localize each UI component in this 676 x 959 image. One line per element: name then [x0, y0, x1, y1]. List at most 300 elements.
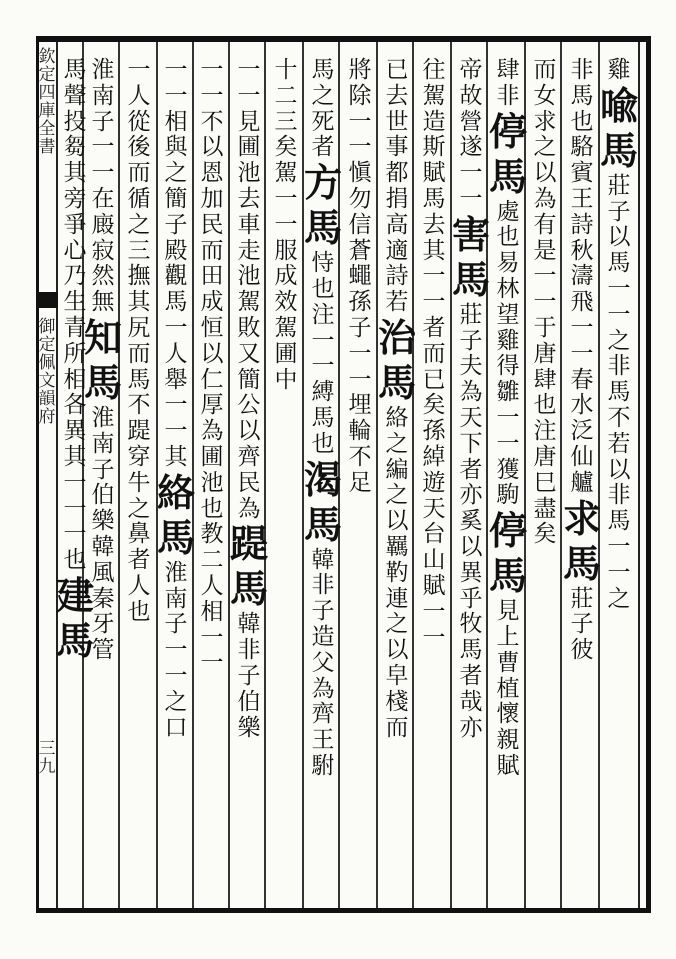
- text-char: 事: [385, 134, 409, 161]
- text-char: 殿: [164, 237, 188, 264]
- page-number: [38, 740, 56, 776]
- text-column: [197, 58, 227, 676]
- text-char: 得: [496, 353, 520, 380]
- text-char: 一: [607, 275, 631, 302]
- text-char: 賦: [496, 752, 520, 779]
- text-char: 以: [533, 160, 557, 187]
- text-char: 一: [533, 289, 557, 316]
- text-char: 植: [496, 675, 520, 702]
- text-char: 人: [200, 572, 224, 599]
- text-char: 者: [422, 314, 446, 341]
- text-char: 簡: [237, 366, 261, 393]
- text-char: 足: [348, 469, 372, 496]
- text-char: 淮: [91, 404, 115, 431]
- text-char: 一: [237, 82, 261, 109]
- text-char: 子: [607, 198, 631, 225]
- text-char: 雞: [607, 57, 631, 83]
- text-char: 一: [164, 82, 188, 109]
- text-char: 尻: [127, 314, 151, 341]
- text-char: 子: [348, 314, 372, 341]
- text-char: 肆: [496, 57, 520, 83]
- text-char: 又: [237, 340, 261, 367]
- text-char: 子: [237, 662, 261, 689]
- text-char: 矣: [533, 521, 557, 548]
- text-char: 非: [570, 57, 594, 83]
- text-char: 二: [200, 547, 224, 574]
- text-char: 樂: [237, 714, 261, 741]
- text-char: 一: [311, 327, 335, 354]
- text-char: 者: [127, 547, 151, 574]
- text-char: 為: [200, 418, 224, 445]
- text-char: 而: [127, 340, 151, 367]
- text-char: 投: [63, 108, 87, 135]
- text-column: [377, 57, 416, 741]
- text-char: 哉: [459, 688, 483, 715]
- text-char: 親: [496, 727, 520, 754]
- text-char: 恩: [200, 160, 224, 187]
- text-char: 馬: [459, 637, 483, 664]
- text-char: 教: [200, 521, 224, 548]
- text-char: 走: [237, 237, 261, 264]
- text-char: 一: [348, 340, 372, 367]
- text-char: 于: [533, 314, 557, 341]
- text-char: 之: [164, 160, 188, 187]
- text-char: 心: [63, 237, 87, 264]
- text-char: 服: [274, 237, 298, 264]
- text-char: 雛: [496, 379, 520, 406]
- text-char: 廄: [91, 211, 115, 238]
- text-char: 泛: [570, 418, 594, 445]
- text-column: [451, 57, 490, 741]
- text-char: 一: [200, 82, 224, 109]
- margin-char: 四: [38, 83, 56, 103]
- margin-char: 庫: [38, 101, 56, 121]
- text-char: 也: [533, 392, 557, 419]
- text-char: 馬: [607, 508, 631, 535]
- text-char: 一: [422, 263, 446, 290]
- text-char: 子: [570, 611, 594, 638]
- text-char: 是: [533, 237, 557, 264]
- text-char: 鼻: [127, 521, 151, 548]
- text-char: 之: [385, 482, 409, 509]
- text-char: 一: [274, 185, 298, 212]
- text-char: 乃: [63, 263, 87, 290]
- text-char: 其: [63, 443, 87, 470]
- text-char: 為: [311, 675, 335, 702]
- margin-char: 書: [38, 137, 56, 157]
- text-char: 帝: [459, 57, 483, 83]
- text-char: 望: [496, 301, 520, 328]
- text-char: 之: [385, 611, 409, 638]
- text-char: 捐: [385, 185, 409, 212]
- text-char: 下: [459, 430, 483, 457]
- text-char: 見: [496, 598, 520, 625]
- text-char: 馬: [311, 57, 335, 83]
- text-char: 輪: [348, 418, 372, 445]
- text-char: 簡: [164, 185, 188, 212]
- text-char: 一: [607, 533, 631, 560]
- text-char: 詩: [570, 211, 594, 238]
- text-column: [530, 58, 560, 547]
- text-char: 綽: [422, 443, 446, 470]
- text-char: 秦: [91, 585, 115, 612]
- headword-char: 馬: [229, 566, 268, 612]
- text-char: 天: [459, 404, 483, 431]
- text-char: 駒: [496, 482, 520, 509]
- text-char: 一: [164, 314, 188, 341]
- text-char: 盡: [533, 495, 557, 522]
- text-char: 也: [311, 275, 335, 302]
- text-char: 馬: [127, 366, 151, 393]
- text-char: 公: [237, 392, 261, 419]
- text-char: 一: [496, 404, 520, 431]
- text-char: 一: [164, 57, 188, 83]
- headword-char: 方: [303, 160, 342, 206]
- text-char: 子: [459, 327, 483, 354]
- text-char: 駕: [274, 160, 298, 187]
- text-char: 羈: [385, 533, 409, 560]
- text-char: 非: [607, 482, 631, 509]
- text-char: 以: [385, 508, 409, 535]
- text-char: 樂: [91, 508, 115, 535]
- headword-char: 渴: [303, 456, 342, 502]
- text-char: 高: [385, 211, 409, 238]
- text-char: 馬: [570, 82, 594, 109]
- margin-char: 定: [38, 65, 56, 85]
- text-char: 上: [496, 623, 520, 650]
- text-char: 民: [237, 469, 261, 496]
- text-char: 一: [422, 624, 446, 651]
- text-char: 若: [607, 430, 631, 457]
- text-char: 孫: [422, 418, 446, 445]
- text-char: 唐: [533, 340, 557, 367]
- text-char: 民: [200, 211, 224, 238]
- text-char: 縛: [311, 379, 335, 406]
- text-char: 齊: [237, 443, 261, 470]
- text-char: 仙: [570, 443, 594, 470]
- text-char: 一: [164, 392, 188, 419]
- text-char: 從: [127, 108, 151, 135]
- text-char: 也: [200, 495, 224, 522]
- text-char: 敗: [237, 314, 261, 341]
- margin-char: 三: [38, 739, 56, 759]
- text-char: 一: [311, 353, 335, 380]
- text-char: 造: [311, 623, 335, 650]
- text-char: 一: [607, 559, 631, 586]
- text-char: 飛: [570, 289, 594, 316]
- text-char: 勿: [348, 185, 372, 212]
- text-char: 異: [459, 559, 483, 586]
- text-char: 踶: [127, 418, 151, 445]
- text-char: 寂: [91, 237, 115, 264]
- text-char: 奚: [459, 508, 483, 535]
- text-char: 池: [237, 263, 261, 290]
- text-char: 艫: [570, 469, 594, 496]
- text-char: 世: [385, 108, 409, 135]
- text-char: 故: [459, 82, 483, 109]
- text-char: 夫: [459, 353, 483, 380]
- text-char: 莊: [607, 172, 631, 199]
- text-char: 韓: [91, 533, 115, 560]
- margin-char: 全: [38, 119, 56, 139]
- text-char: 者: [459, 456, 483, 483]
- text-char: 台: [422, 521, 446, 548]
- text-char: 不: [127, 392, 151, 419]
- text-char: 之: [164, 688, 188, 715]
- text-char: 適: [385, 237, 409, 264]
- margin-subtitle: [38, 318, 56, 426]
- text-char: 一: [422, 598, 446, 625]
- text-char: 厚: [200, 392, 224, 419]
- text-char: 馬: [311, 404, 335, 431]
- text-char: 舉: [164, 366, 188, 393]
- text-char: 編: [385, 456, 409, 483]
- text-char: 一: [63, 521, 87, 548]
- text-column: [271, 58, 301, 392]
- text-char: 去: [422, 211, 446, 238]
- text-char: 不: [607, 404, 631, 431]
- text-char: 循: [127, 185, 151, 212]
- text-char: 也: [127, 598, 151, 625]
- text-char: 管: [91, 637, 115, 664]
- text-char: 圃: [237, 134, 261, 161]
- text-char: 口: [164, 714, 188, 741]
- text-char: 一: [496, 430, 520, 457]
- text-char: 一: [348, 108, 372, 135]
- text-char: 賦: [422, 572, 446, 599]
- text-char: 連: [385, 585, 409, 612]
- text-column: [488, 57, 527, 779]
- text-char: 成: [200, 289, 224, 316]
- text-char: 人: [127, 572, 151, 599]
- text-char: 而: [200, 237, 224, 264]
- text-char: 遂: [459, 134, 483, 161]
- text-char: 子: [91, 108, 115, 135]
- headword-char: 馬: [303, 205, 342, 251]
- text-char: 秋: [570, 237, 594, 264]
- text-column: [124, 58, 154, 625]
- headword-char: 馬: [55, 617, 94, 663]
- text-char: 觀: [164, 263, 188, 290]
- text-char: 之: [127, 211, 151, 238]
- text-char: 詩: [385, 263, 409, 290]
- text-column: [599, 57, 638, 612]
- text-char: 南: [91, 430, 115, 457]
- text-char: 造: [422, 108, 446, 135]
- text-char: 去: [237, 185, 261, 212]
- text-char: 將: [348, 57, 372, 83]
- text-char: 而: [385, 714, 409, 741]
- margin-char: 韻: [38, 389, 56, 409]
- text-char: 駙: [311, 752, 335, 779]
- text-char: 仁: [200, 366, 224, 393]
- text-char: 圃: [274, 340, 298, 367]
- text-char: 相: [200, 598, 224, 625]
- margin-title: [38, 48, 56, 156]
- text-char: 以: [459, 533, 483, 560]
- headword-char: 馬: [83, 359, 122, 405]
- text-char: 齊: [311, 701, 335, 728]
- text-char: 之: [127, 495, 151, 522]
- text-char: 之: [607, 327, 631, 354]
- text-char: 孫: [348, 289, 372, 316]
- text-char: 駕: [422, 82, 446, 109]
- text-char: 圃: [200, 443, 224, 470]
- text-char: 死: [311, 108, 335, 135]
- text-char: 蠅: [348, 263, 372, 290]
- text-char: 芻: [63, 134, 87, 161]
- text-char: 牧: [459, 611, 483, 638]
- text-char: 一: [63, 495, 87, 522]
- text-char: 若: [385, 289, 409, 316]
- text-char: 斯: [422, 134, 446, 161]
- text-char: 以: [237, 418, 261, 445]
- text-char: 淮: [91, 57, 115, 83]
- text-char: 一: [91, 134, 115, 161]
- text-char: 一: [459, 185, 483, 212]
- text-char: 一: [570, 314, 594, 341]
- text-char: 求: [533, 108, 557, 135]
- text-char: 相: [63, 366, 87, 393]
- text-char: 非: [496, 82, 520, 109]
- headword-char: 求: [562, 495, 601, 541]
- text-char: 成: [274, 263, 298, 290]
- text-char: 一: [200, 650, 224, 677]
- column-rule: [560, 42, 562, 908]
- text-char: 也: [63, 547, 87, 574]
- text-char: 駕: [237, 289, 261, 316]
- text-char: 一: [459, 160, 483, 187]
- text-char: 子: [91, 456, 115, 483]
- text-char: 撫: [127, 263, 151, 290]
- text-char: 埋: [348, 392, 372, 419]
- text-char: 以: [607, 224, 631, 251]
- text-char: 以: [200, 134, 224, 161]
- text-char: 一: [533, 263, 557, 290]
- text-char: 在: [91, 185, 115, 212]
- headword-char: 馬: [599, 127, 638, 173]
- text-char: 除: [348, 82, 372, 109]
- text-char: 相: [164, 108, 188, 135]
- text-char: 一: [200, 624, 224, 651]
- text-char: 之: [533, 134, 557, 161]
- text-char: 莊: [459, 301, 483, 328]
- text-char: 也: [311, 430, 335, 457]
- headword-char: 馬: [156, 514, 195, 560]
- headword-char: 馬: [451, 256, 490, 302]
- text-char: 池: [237, 160, 261, 187]
- text-char: 其: [63, 160, 87, 187]
- text-column: [55, 57, 94, 663]
- text-column: [345, 58, 375, 496]
- text-char: 彼: [570, 637, 594, 664]
- text-char: 靮: [385, 559, 409, 586]
- text-char: 旁: [63, 185, 87, 212]
- text-char: 十: [274, 57, 298, 83]
- text-char: 一: [422, 289, 446, 316]
- text-char: 蒼: [348, 237, 372, 264]
- text-char: 春: [570, 366, 594, 393]
- text-char: 巳: [533, 469, 557, 496]
- column-rule: [118, 42, 120, 908]
- text-char: 一: [164, 418, 188, 445]
- text-char: 雞: [496, 327, 520, 354]
- margin-char: 府: [38, 407, 56, 427]
- text-char: 人: [164, 340, 188, 367]
- text-char: 天: [422, 495, 446, 522]
- headword-char: 停: [488, 508, 527, 554]
- text-char: 韓: [311, 546, 335, 573]
- frame-bottom-border: [38, 908, 648, 913]
- text-char: 父: [311, 649, 335, 676]
- text-char: 而: [127, 160, 151, 187]
- frame-left-border: [36, 36, 39, 913]
- text-char: 非: [607, 353, 631, 380]
- text-char: 往: [422, 57, 446, 83]
- text-char: 南: [91, 82, 115, 109]
- column-rule: [228, 42, 230, 908]
- margin-char: 御: [38, 317, 56, 337]
- headword-char: 害: [451, 211, 490, 257]
- margin-char: 佩: [38, 353, 56, 373]
- headword-char: 知: [83, 314, 122, 360]
- text-char: 無: [91, 289, 115, 316]
- text-char: 已: [385, 57, 409, 83]
- text-char: 為: [237, 495, 261, 522]
- headword-char: 絡: [156, 469, 195, 515]
- text-char: 一: [164, 637, 188, 664]
- fishtail-mark: [36, 292, 58, 308]
- text-char: 都: [385, 160, 409, 187]
- text-char: 伯: [237, 688, 261, 715]
- text-char: 而: [422, 340, 446, 367]
- text-char: 馬: [164, 289, 188, 316]
- text-char: 為: [459, 379, 483, 406]
- text-char: 淮: [164, 559, 188, 586]
- text-char: 易: [496, 250, 520, 277]
- text-char: 子: [311, 598, 335, 625]
- text-char: 注: [311, 301, 335, 328]
- text-char: 皁: [385, 662, 409, 689]
- text-char: 信: [348, 211, 372, 238]
- margin-char: 定: [38, 335, 56, 355]
- text-char: 水: [570, 392, 594, 419]
- text-char: 者: [311, 134, 335, 161]
- text-char: 青: [63, 314, 87, 341]
- frame-left-inner-border: [56, 42, 58, 908]
- text-char: 以: [607, 456, 631, 483]
- text-char: 車: [237, 211, 261, 238]
- text-char: 異: [63, 418, 87, 445]
- text-char: 然: [91, 263, 115, 290]
- column-rule: [450, 42, 452, 908]
- text-char: 一: [348, 134, 372, 161]
- text-char: 所: [63, 340, 87, 367]
- headword-char: 馬: [562, 540, 601, 586]
- text-char: 子: [164, 211, 188, 238]
- text-char: 伯: [91, 482, 115, 509]
- text-char: 與: [164, 134, 188, 161]
- text-char: 駱: [570, 134, 594, 161]
- text-char: 獲: [496, 456, 520, 483]
- text-char: 唐: [533, 443, 557, 470]
- text-char: 矣: [422, 392, 446, 419]
- headword-char: 停: [488, 108, 527, 154]
- text-char: 乎: [459, 585, 483, 612]
- text-char: 爭: [63, 211, 87, 238]
- text-char: 處: [496, 198, 520, 225]
- text-char: 聲: [63, 82, 87, 109]
